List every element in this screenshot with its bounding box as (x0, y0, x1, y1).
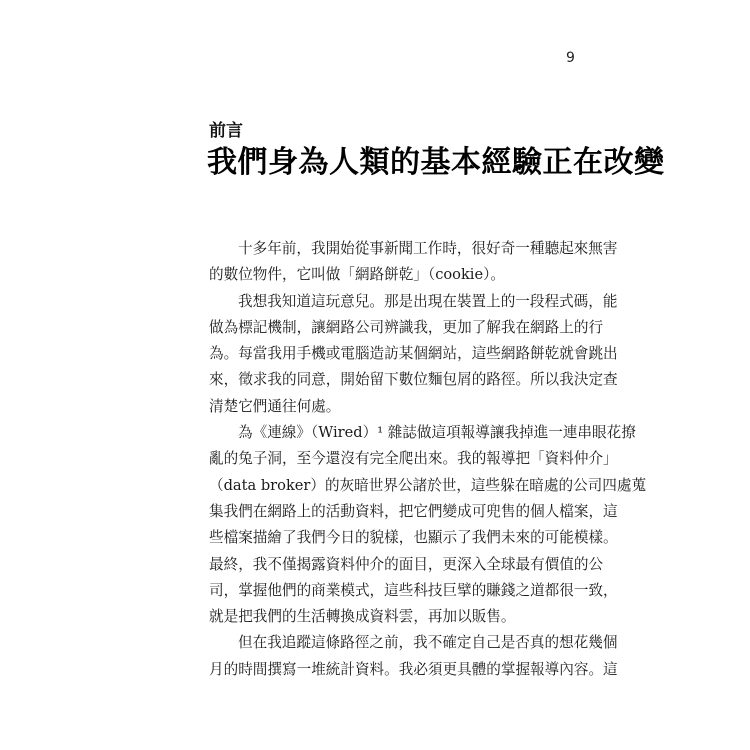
body-line: 我想我知道這玩意兒。那是出現在裝置上的一段程式碼，能 (238, 292, 618, 310)
body-line: 清楚它們通往何處。 (209, 397, 341, 415)
body-line: 月的時間撰寫一堆統計資料。我必須更具體的掌握報導內容。這 (209, 660, 618, 678)
chapter-label: 前言 (209, 121, 243, 141)
body-line: 司，掌握他們的商業模式，這些科技巨擘的賺錢之道都很一致， (209, 581, 618, 599)
body-line: 就是把我們的生活轉換成資料雲，再加以販售。 (209, 608, 516, 626)
body-line: 為。每當我用手機或電腦造訪某個網站，這些網路餅乾就會跳出 (209, 345, 618, 363)
body-text (209, 236, 647, 683)
body-line: 十多年前，我開始從事新聞工作時，很好奇一種聽起來無害 (238, 240, 618, 257)
body-line: 最終，我不僅揭露資料仲介的面目，更深入全球最有價值的公 (209, 555, 604, 573)
body-line: （data broker）的灰暗世界公諸於世，這些躲在暗處的公司四處蒐 (209, 476, 647, 494)
body-line: 的數位物件，它叫做「網路餅乾」（cookie）。 (209, 266, 505, 284)
page-number: 9 (566, 50, 575, 66)
body-line: 來，徵求我的同意，開始留下數位麵包屑的路徑。所以我決定查 (209, 371, 618, 389)
body-line: 為《連線》（Wired）¹ 雜誌做這項報導讓我掉進一連串眼花撩 (238, 424, 636, 442)
body-line: 做為標記機制，讓網路公司辨識我，更加了解我在網路上的行 (209, 318, 604, 336)
body-line: 些檔案描繪了我們今日的貌樣，也顯示了我們未來的可能模樣。 (209, 529, 618, 547)
body-line: 亂的兔子洞，至今還沒有完全爬出來。我的報導把「資料仲介」 (209, 450, 618, 468)
chapter-title: 我們身為人類的基本經驗正在改變 (207, 145, 665, 180)
body-line: 集我們在網路上的活動資料，把它們變成可兜售的個人檔案，這 (209, 502, 618, 520)
body-line: 但在我追蹤這條路徑之前，我不確定自己是否真的想花幾個 (238, 634, 618, 652)
